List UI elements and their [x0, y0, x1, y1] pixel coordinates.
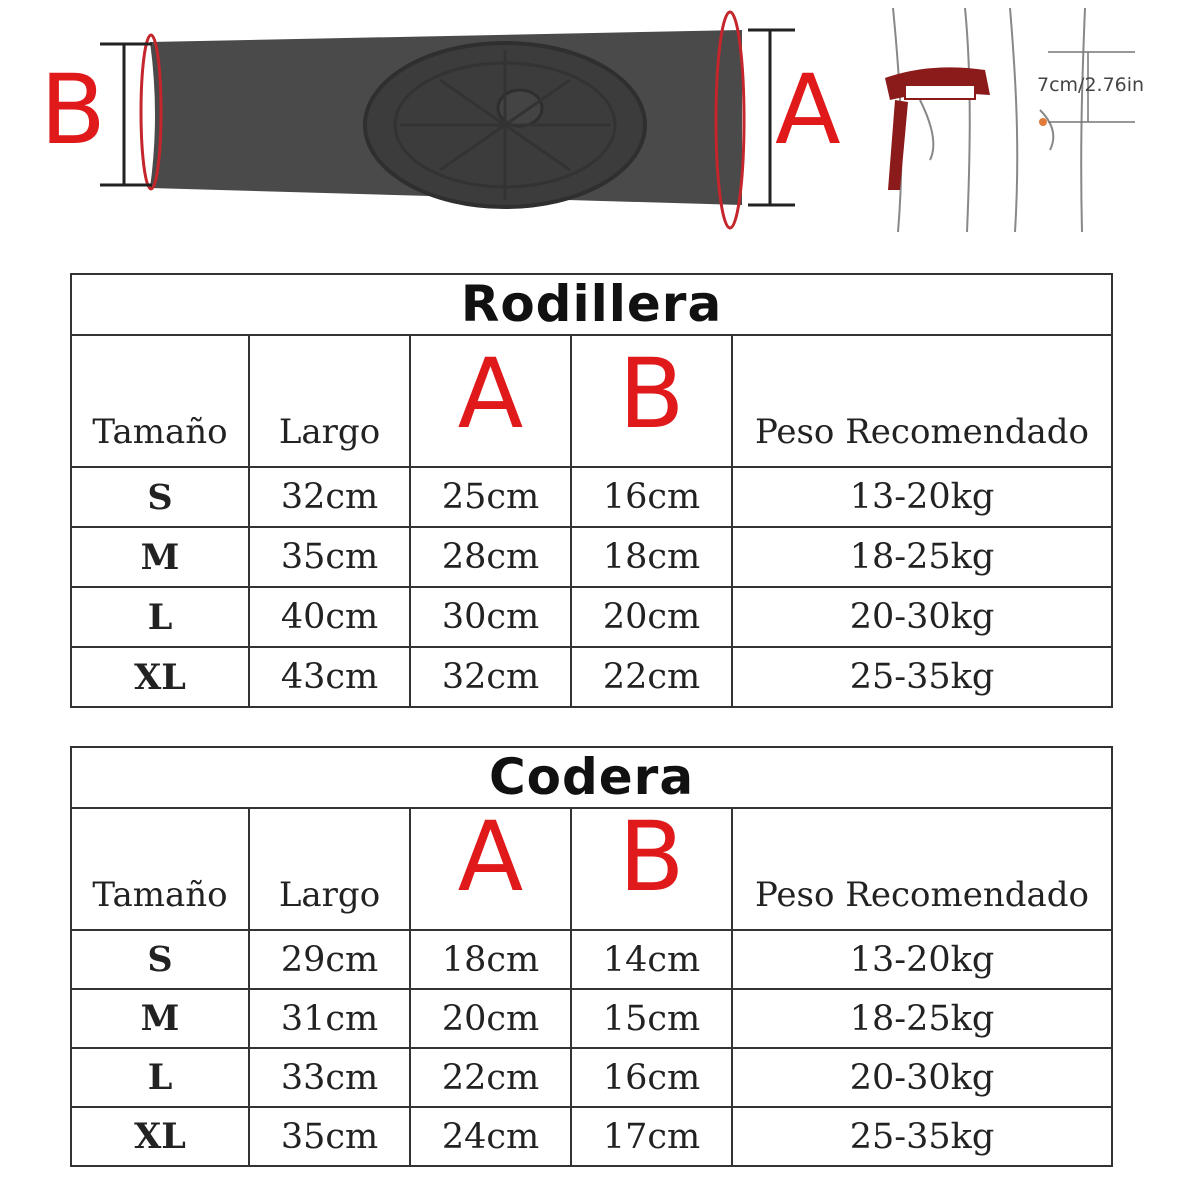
size-cell: XL [71, 1107, 249, 1166]
header-length: Largo [249, 335, 410, 467]
table-row [71, 647, 1112, 707]
weight-cell: 20-30kg [732, 1048, 1112, 1107]
table-title: Rodillera [71, 274, 1112, 335]
a-cell: 30cm [410, 587, 571, 647]
a-cell: 24cm [410, 1107, 571, 1166]
weight-cell: 18-25kg [732, 989, 1112, 1048]
b-cell: 20cm [571, 587, 732, 647]
size-cell: M [71, 989, 249, 1048]
weight-cell: 25-35kg [732, 1107, 1112, 1166]
header-size: Tamaño [71, 808, 249, 930]
label-a: A [775, 54, 841, 166]
length-cell: 31cm [249, 989, 410, 1048]
rodillera-table [70, 273, 1113, 708]
header-size: Tamaño [71, 335, 249, 467]
b-cell: 14cm [571, 930, 732, 989]
product-illustration [0, 0, 1200, 250]
length-cell: 32cm [249, 467, 410, 527]
table-row [71, 930, 1112, 989]
table-row [71, 1048, 1112, 1107]
table-row [71, 587, 1112, 647]
length-cell: 33cm [249, 1048, 410, 1107]
table-row [71, 527, 1112, 587]
measure-text: 7cm/2.76in [1037, 74, 1145, 96]
weight-cell: 25-35kg [732, 647, 1112, 707]
b-cell: 22cm [571, 647, 732, 707]
size-cell: XL [71, 647, 249, 707]
b-cell: 17cm [571, 1107, 732, 1166]
length-cell: 35cm [249, 1107, 410, 1166]
size-cell: S [71, 930, 249, 989]
b-cell: 16cm [571, 467, 732, 527]
weight-cell: 13-20kg [732, 930, 1112, 989]
a-cell: 28cm [410, 527, 571, 587]
length-cell: 40cm [249, 587, 410, 647]
legs-sketch [893, 8, 1085, 232]
header-weight: Peso Recomendado [732, 335, 1112, 467]
weight-cell: 18-25kg [732, 527, 1112, 587]
header-a: A [410, 335, 571, 467]
header-length: Largo [249, 808, 410, 930]
table-row [71, 989, 1112, 1048]
header-weight: Peso Recomendado [732, 808, 1112, 930]
label-b: B [40, 54, 106, 166]
table-row [71, 1107, 1112, 1166]
table-title: Codera [71, 747, 1112, 808]
size-cell: S [71, 467, 249, 527]
length-cell: 43cm [249, 647, 410, 707]
a-cell: 25cm [410, 467, 571, 527]
b-cell: 18cm [571, 527, 732, 587]
table-row [71, 467, 1112, 527]
header-b: B [571, 335, 732, 467]
a-cell: 18cm [410, 930, 571, 989]
length-cell: 35cm [249, 527, 410, 587]
sleeve-drawing [0, 0, 1200, 250]
b-cell: 16cm [571, 1048, 732, 1107]
length-cell: 29cm [249, 930, 410, 989]
weight-cell: 13-20kg [732, 467, 1112, 527]
size-cell: L [71, 587, 249, 647]
header-b: B [571, 808, 732, 930]
b-cell: 15cm [571, 989, 732, 1048]
size-cell: L [71, 1048, 249, 1107]
size-cell: M [71, 527, 249, 587]
a-cell: 20cm [410, 989, 571, 1048]
header-a: A [410, 808, 571, 930]
a-cell: 22cm [410, 1048, 571, 1107]
codera-table [70, 746, 1113, 1167]
weight-cell: 20-30kg [732, 587, 1112, 647]
a-cell: 32cm [410, 647, 571, 707]
